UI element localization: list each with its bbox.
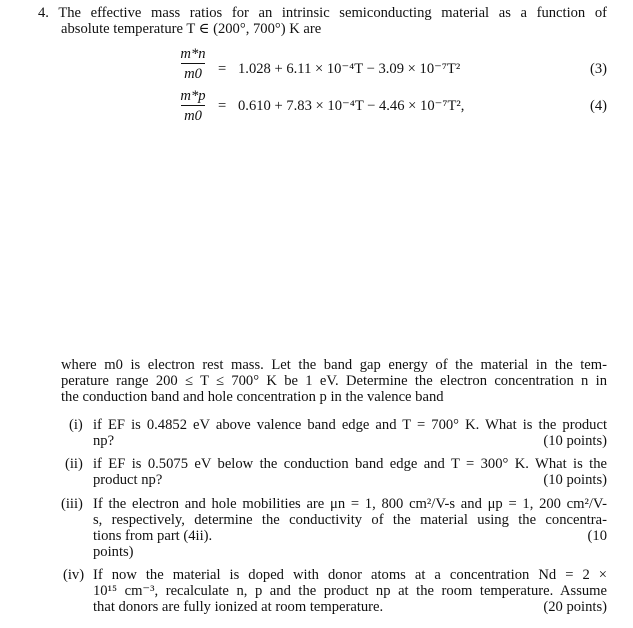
- intro-line-1: [38, 5, 607, 21]
- equation-3-equals: =: [218, 61, 227, 77]
- part-i-points: (10 points): [543, 433, 607, 449]
- part-iii-points: (10: [587, 528, 607, 544]
- intro-text-1: The effective mass ratios for an intrinsic semiconducting material as a function of: [58, 5, 607, 21]
- part-iv-label: (iv): [63, 567, 85, 583]
- equation-4-number: (4): [589, 98, 607, 114]
- part-iv-line-3: that donors are fully ionized at room temperature.: [93, 599, 384, 615]
- equation-4-denominator: m0: [184, 108, 202, 124]
- equation-4-fraction: [180, 88, 206, 124]
- part-iii-line-3: tions from part (4ii).: [93, 528, 213, 544]
- fraction-bar: [181, 63, 205, 64]
- equation-3-numerator: m*n: [180, 46, 206, 62]
- part-i-label: (i): [69, 417, 83, 433]
- equation-3-number: (3): [589, 61, 607, 77]
- part-ii-line-2: product np?: [93, 472, 163, 488]
- equation-4-equals: =: [218, 98, 227, 114]
- equation-3-fraction: [180, 46, 206, 82]
- equation-3-denominator: m0: [184, 66, 202, 82]
- part-ii-line-1: if EF is 0.5075 eV below the conduction band edge and T = 300° K. What is the: [93, 456, 607, 472]
- equation-3-rhs: 1.028 + 6.11 × 10⁻⁴T − 3.09 × 10⁻⁷T²: [238, 61, 461, 77]
- part-ii-points: (10 points): [543, 472, 607, 488]
- part-iv-line-2: 10¹⁵ cm⁻³, recalculate n, p and the product np at the room temperature. Assume: [93, 583, 607, 599]
- paragraph-line-2: perature range 200 ≤ T ≤ 700° K be 1 eV. Determine the electron concentration n in: [61, 373, 607, 389]
- equation-4-rhs: 0.610 + 7.83 × 10⁻⁴T − 4.46 × 10⁻⁷T²,: [238, 98, 465, 114]
- fraction-bar: [181, 105, 205, 106]
- part-iii-line-2: s, respectively, determine the conductivity of the material using the concentra-: [93, 512, 607, 528]
- problem-number: 4.: [38, 5, 49, 21]
- part-iv-line-1: If now the material is doped with donor atoms at a concentration Nd = 2 ×: [93, 567, 607, 583]
- intro-line-2: absolute temperature T ∈ (200°, 700°) K are: [61, 21, 322, 37]
- paragraph-line-1: where m0 is electron rest mass. Let the band gap energy of the material in the tem-: [61, 357, 607, 373]
- part-ii-label: (ii): [65, 456, 83, 472]
- paragraph-line-3: the conduction band and hole concentration p in the valence band: [61, 389, 444, 405]
- part-i-line-1: if EF is 0.4852 eV above valence band edge and T = 700° K. What is the product: [93, 417, 607, 433]
- equation-4-numerator: m*p: [180, 88, 206, 104]
- part-i-line-2: np?: [93, 433, 115, 449]
- part-iii-line-1: If the electron and hole mobilities are μn = 1, 800 cm²/V-s and μp = 1, 200 cm²/V-: [93, 496, 607, 512]
- part-iii-label: (iii): [61, 496, 83, 512]
- part-iii-line-4: points): [93, 544, 134, 560]
- part-iv-points: (20 points): [543, 599, 607, 615]
